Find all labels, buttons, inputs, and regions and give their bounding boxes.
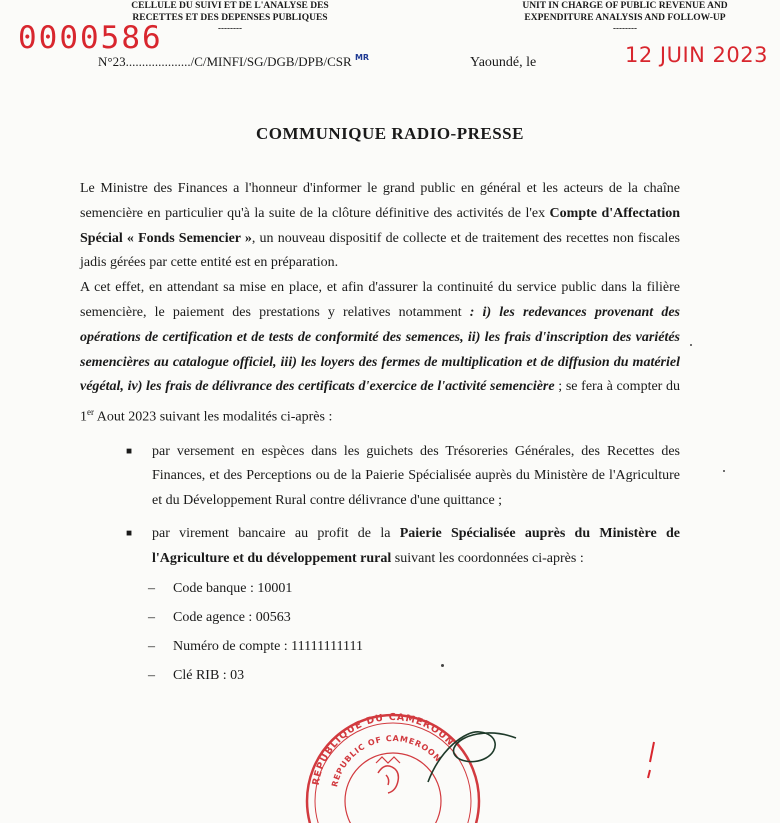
bank-detail-item: – Code agence : 00563 <box>148 609 291 625</box>
header-right-line2: EXPENDITURE ANALYSIS AND FOLLOW-UP <box>524 13 726 23</box>
paragraph-intro <box>80 177 680 276</box>
account-number: Numéro de compte : 11111111111 <box>173 638 363 654</box>
header-left-line1: CELLULE DU SUIVI ET DE L'ANALYSE DES <box>131 1 329 11</box>
bank-details-list <box>80 574 680 690</box>
header-left-rule: -------- <box>218 23 242 33</box>
payment-method-cash-text: par versement en espèces dans les guichets des Trésoreries Générales, des Recettes des Finances, et des Perceptions ou de la Paierie Spécialisée auprès du Ministère de l'Agriculture et du Développement Rural contre délivrance d'une quittance ; <box>152 443 680 509</box>
reference-line <box>98 54 369 70</box>
red-mark <box>640 740 660 780</box>
payment-method-cash <box>80 440 680 514</box>
payment-method-transfer-text-2: suivant les coordonnées ci-après : <box>391 550 584 566</box>
paragraph-measures-fee-list: : i) les redevances provenant des opérations de certification et de tests de conformité des semences, ii) les frais d'inscription des variétés semencières au catalogue officiel, iii) les loyers des fermes de multiplication et de diffusion du matériel végétal, iv) les frais de délivrance des certificats d'exercice de l'activité semencière <box>80 304 680 395</box>
svg-text:REPUBLIQUE DU CAMEROUN: REPUBLIQUE DU CAMEROUN <box>310 711 457 787</box>
bank-code: Code banque : 10001 <box>173 580 293 596</box>
bank-detail-item: – Numéro de compte : 11111111111 <box>148 638 363 654</box>
paragraph-measures-sup: er <box>87 407 94 418</box>
bank-detail-item: – Code banque : 10001 <box>148 580 293 596</box>
paragraph-intro-text-2: , un nouveau dispositif de collecte et de traitement des recettes non fiscales jadis gérées par cette entité est en préparation. <box>80 230 680 271</box>
paragraph-intro-account-name: Compte d'Affectation Spécial « Fonds Semencier » <box>80 205 680 246</box>
payment-method-transfer-text-1: par virement bancaire au profit de la <box>152 526 400 542</box>
paragraph-measures-text-1: A cet effet, en attendant sa mise en place, et afin d'assurer la continuité du service public dans la filière semencière, le paiement des prestations y relatives notamment <box>80 280 680 320</box>
scan-speck <box>441 664 444 667</box>
registration-number-stamp: 0000586 <box>18 20 163 56</box>
place-label: Yaoundé, le <box>470 55 537 70</box>
document-body <box>80 177 680 690</box>
paragraph-measures-text-3: Aout 2023 suivant les modalités ci-après : <box>94 409 333 425</box>
bullet-icon: ■ <box>126 528 133 540</box>
reference-number: N°23..................../C/MINFI/SG/DGB/DPB/CSR <box>98 54 352 69</box>
scan-speck <box>690 344 692 346</box>
svg-text:REPUBLIC OF CAMEROON: REPUBLIC OF CAMEROON <box>330 733 443 788</box>
branch-code: Code agence : 00563 <box>173 609 291 625</box>
bullet-icon: ■ <box>126 445 133 457</box>
rib-key: Clé RIB : 03 <box>173 667 245 683</box>
payment-method-transfer <box>80 522 680 572</box>
header-right <box>500 0 750 32</box>
paragraph-measures-text-2: ; se fera à compter du 1 <box>80 379 681 425</box>
paragraph-measures <box>80 276 680 430</box>
handwritten-initials: MR <box>354 53 370 62</box>
header-right-rule: -------- <box>613 23 637 33</box>
payment-method-transfer-beneficiary: Paierie Spécialisée auprès du Ministère de l'Agriculture et du développement rural <box>152 526 680 566</box>
header-right-line1: UNIT IN CHARGE OF PUBLIC REVENUE AND <box>522 1 728 11</box>
page-title: COMMUNIQUE RADIO-PRESSE <box>256 124 524 143</box>
paragraph-intro-text-1: Le Ministre des Finances a l'honneur d'informer le grand public en général et les acteurs de la chaîne semencière en particulier qu'à la suite de la clôture définitive des activités de l'ex <box>80 181 680 221</box>
bank-detail-item: – Clé RIB : 03 <box>148 667 245 683</box>
header-left-line2: RECETTES ET DES DEPENSES PUBLIQUES <box>132 13 328 23</box>
date-stamp: 12 JUIN 2023 <box>625 43 768 67</box>
payment-methods-list <box>80 440 680 572</box>
scan-speck <box>723 470 725 472</box>
